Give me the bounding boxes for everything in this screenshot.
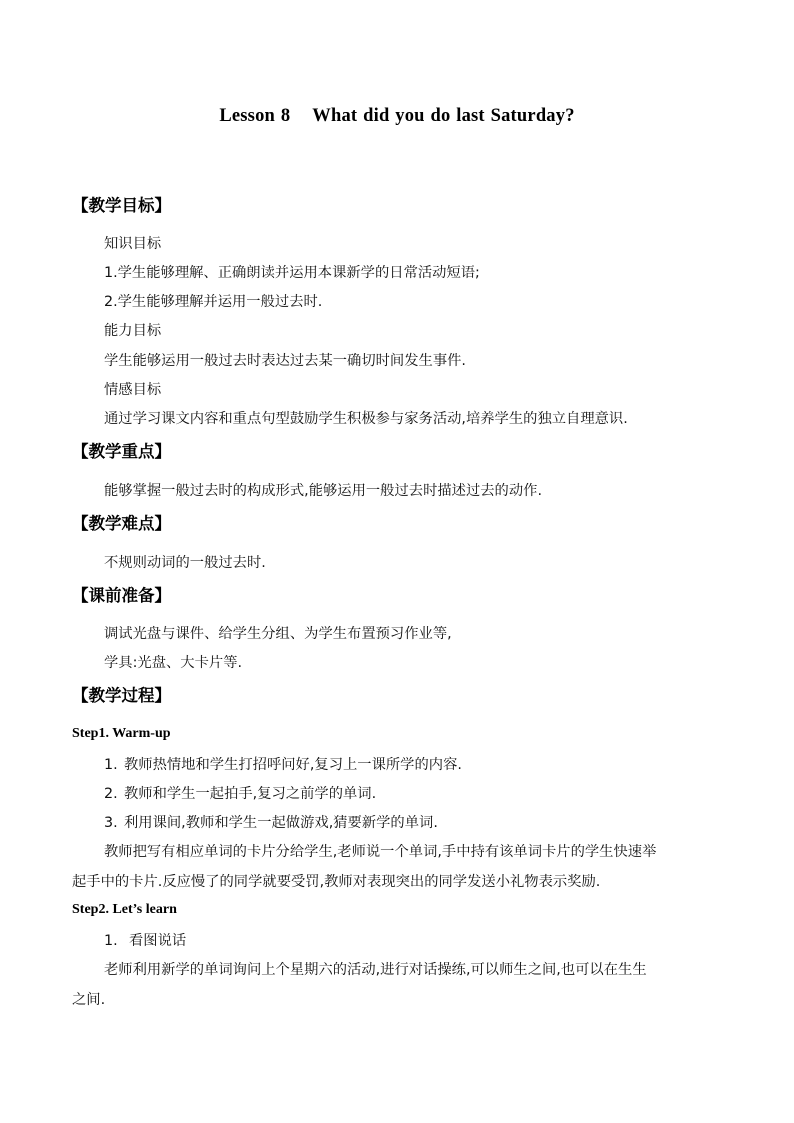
emotion-goal-label: 情感目标: [104, 382, 162, 398]
list-item-number: 3.: [104, 815, 118, 831]
knowledge-goal-label: 知识目标: [104, 236, 162, 252]
list-item-number: 2.: [104, 786, 118, 802]
preparation-heading: 【课前准备】: [72, 586, 171, 605]
list-item-text: 教师热情地和学生打招呼问好,复习上一课所学的内容.: [124, 757, 462, 773]
difficulties-heading: 【教学难点】: [72, 514, 171, 533]
list-item-text: 利用课间,教师和学生一起做游戏,猜要新学的单词.: [124, 815, 438, 831]
step2-title: Step2. Let’s learn: [72, 902, 177, 917]
preparation-line-1: 调试光盘与课件、给学生分组、为学生布置预习作业等,: [104, 626, 452, 642]
lesson-number: Lesson 8: [219, 106, 291, 126]
step2-paragraph-line-2: 之间.: [72, 992, 106, 1008]
list-item-text: 教师和学生一起拍手,复习之前学的单词.: [124, 786, 377, 802]
difficulties-text: 不规则动词的一般过去时.: [104, 555, 266, 571]
step1-title: Step1. Warm-up: [72, 726, 171, 741]
emotion-goal-text: 通过学习课文内容和重点句型鼓励学生积极参与家务活动,培养学生的独立自理意识.: [104, 411, 628, 427]
process-heading: 【教学过程】: [72, 686, 171, 705]
ability-goal-text: 学生能够运用一般过去时表达过去某一确切时间发生事件.: [104, 353, 466, 369]
list-item: [104, 930, 186, 950]
list-item-text: 看图说话: [129, 933, 187, 949]
list-item: [104, 812, 438, 832]
preparation-line-2: 学具:光盘、大卡片等.: [104, 655, 243, 671]
step2-paragraph-line-1: 老师利用新学的单词询问上个星期六的活动,进行对话操练,可以师生之间,也可以在生生: [104, 962, 647, 978]
lesson-question: What did you do last Saturday?: [312, 106, 575, 126]
key-points-heading: 【教学重点】: [72, 442, 171, 461]
knowledge-goal-1: 1.学生能够理解、正确朗读并运用本课新学的日常活动短语;: [104, 265, 480, 281]
knowledge-goal-2: 2.学生能够理解并运用一般过去时.: [104, 294, 323, 310]
list-item: [104, 754, 462, 774]
list-item-number: 1.: [104, 933, 118, 949]
list-item-number: 1.: [104, 757, 118, 773]
key-points-text: 能够掌握一般过去时的构成形式,能够运用一般过去时描述过去的动作.: [104, 483, 542, 499]
ability-goal-label: 能力目标: [104, 323, 162, 339]
list-item: [104, 783, 376, 803]
step1-paragraph-line-1: 教师把写有相应单词的卡片分给学生,老师说一个单词,手中持有该单词卡片的学生快速举: [104, 844, 657, 860]
goals-heading: 【教学目标】: [72, 196, 171, 215]
lesson-title: [0, 106, 794, 127]
step1-paragraph-line-2: 起手中的卡片.反应慢了的同学就要受罚,教师对表现突出的同学发送小礼物表示奖励.: [72, 874, 601, 890]
